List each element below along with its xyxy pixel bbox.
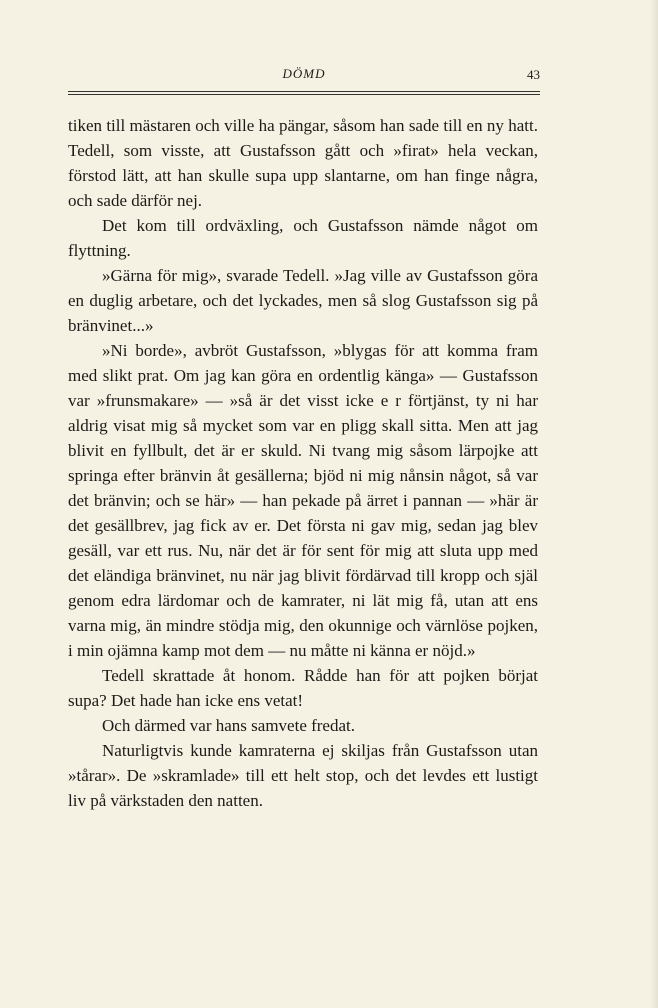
paragraph: »Ni borde», avbröt Gustafsson, »blygas för att komma fram med slikt prat. Om jag kan göra en ordentlig känga» — Gustafsson var »frunsmakare» — »så är det visst icke e r förtjänst, ty ni har aldrig visat mig så mycket som var en pligg skall sitta. Men att jag blivit en fyllbult, det är er skuld. Ni tvang mig såsom lärpojke att springa efter bränvin åt gesällerna; bjöd ni mig nånsin något, så var det bränvin; och se här» — han pekade på ärret i pannan — »här är det gesällbrev, jag fick av er. Det första ni gav mig, sedan jag blev gesäll, var ett rus. Nu, när det är för sent för mig att sluta upp med det eländiga bränvinet, nu när jag blivit fördärvad till kropp och själ genom edra lärdomar och de kamrater, ni lät mig få, utan att ens varna mig, än mindre stödja mig, den okunnige och värnlöse pojken, i min ojämna kamp mot dem — nu måtte ni känna er nöjd.»: [68, 341, 538, 660]
page-number: 43: [527, 67, 540, 82]
paragraph: tiken till mästaren och ville ha pängar, såsom han sade till en ny hatt. Tedell, som visste, att Gustafsson gått och »firat» hela veckan, förstod lätt, att han skulle supa upp slantarne, om han finge några, och sade därför nej.: [68, 116, 538, 210]
paragraph: Och därmed var hans samvete fredat.: [102, 716, 355, 735]
paragraph: »Gärna för mig», svarade Tedell. »Jag ville av Gustafsson göra en duglig arbetare, och det lyckades, men så slog Gustafsson sig på bränvinet...»: [68, 266, 538, 335]
body-text: [68, 113, 538, 813]
header-rule: [68, 91, 540, 95]
paragraph: Naturligtvis kunde kamraterna ej skiljas från Gustafsson utan »tårar». De »skramlade» till ett helt stop, och det levdes ett lustigt liv på värkstaden den natten.: [68, 741, 538, 810]
page-header: [68, 64, 540, 86]
running-title: DÖMD: [282, 66, 326, 81]
paragraph: Det kom till ordväxling, och Gustafsson nämde något om flyttning.: [68, 216, 538, 260]
paragraph: Tedell skrattade åt honom. Rådde han för att pojken börjat supa? Det hade han icke ens vetat!: [68, 666, 538, 710]
